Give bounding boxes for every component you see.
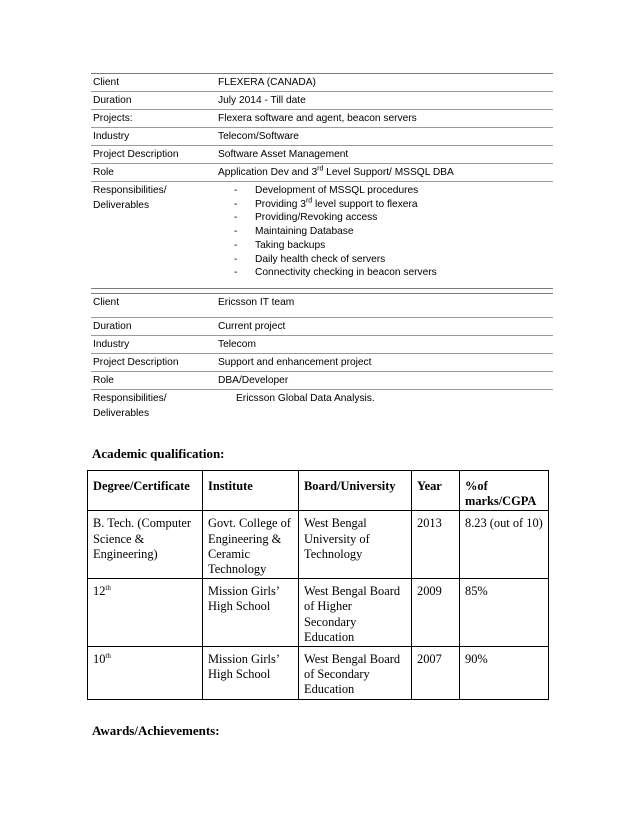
row-value: July 2014 - Till date [218,95,306,106]
role-text-pre: Application Dev and 3 [218,167,318,178]
table-row [88,647,549,700]
row-value: Flexera software and agent, beacon servers [218,113,417,124]
row-label: Project Description [93,357,179,368]
responsibilities-label: Responsibilities/ [93,185,167,196]
row-value: FLEXERA (CANADA) [218,77,316,88]
list-item [218,253,553,267]
cell-board: West Bengal University of Technology [299,511,412,579]
cell-board: West Bengal Board of Secondary Education [299,647,412,700]
row-label [91,182,218,282]
cell-institute: Govt. College of Engineering & Ceramic Technology [203,511,299,579]
role-text-post: Level Support/ MSSQL DBA [323,167,454,178]
row-label: Duration [93,95,132,106]
cell-degree [88,511,203,579]
awards-heading: Awards/Achievements: [92,723,220,738]
row-value: Support and enhancement project [218,357,372,368]
table-header-row [88,471,549,511]
list-item [218,184,553,198]
column-header: Board/University [299,471,412,511]
row-label: Industry [93,339,130,350]
bullet-dash: - [234,198,238,210]
column-header: Degree/Certificate [88,471,203,511]
project-row-industry [91,128,553,146]
bullet-dash: - [234,185,238,196]
project-row-responsibilities [91,390,553,423]
cell-year: 2009 [412,579,460,647]
list-item [218,198,553,212]
project-ericsson-table [91,293,553,423]
list-item [218,239,553,253]
deliverable-text: Providing 3 [255,198,306,210]
list-item [218,266,553,280]
row-label [91,390,218,423]
deliverable-text: Development of MSSQL procedures [255,185,419,196]
project-row-role [91,164,553,182]
degree-text: 12 [93,584,106,599]
project-row-duration [91,318,553,336]
role-text-sup: rd [317,165,324,173]
academic-heading: Academic qualification: [92,446,225,461]
project-row-client [91,73,553,92]
deliverable-text: Providing/Revoking access [255,212,378,224]
deliverable-text: Maintaining Database [255,226,354,238]
row-value: Software Asset Management [218,149,349,160]
cell-board: West Bengal Board of Higher Secondary Education [299,579,412,647]
project-row-description [91,354,553,372]
cell-year: 2013 [412,511,460,579]
degree-sup: th [105,651,111,660]
cell-degree [88,579,203,647]
cell-year: 2007 [412,647,460,700]
project-row-client [91,293,553,318]
degree-text: B. Tech. (Computer Science & Engineering) [93,516,192,561]
table-row [88,511,549,579]
row-value: Ericsson Global Data Analysis. [236,393,375,404]
row-label: Client [93,77,120,88]
responsibilities-label: Responsibilities/ [93,393,167,404]
project-row-responsibilities [91,182,553,289]
project-flexera-table [91,73,553,289]
degree-text: 10 [93,652,106,667]
deliverable-text-post: level support to flexera [312,198,418,210]
degree-sup: th [105,584,111,593]
bullet-dash: - [234,253,238,265]
cell-institute: Mission Girls’ High School [203,579,299,647]
cell-marks: 85% [460,579,549,647]
row-value [218,164,553,181]
column-header: Institute [203,471,299,511]
deliverables-list [218,184,553,280]
deliverable-text: Connectivity checking in beacon servers [255,267,437,279]
row-label: Projects: [93,113,133,124]
project-row-description [91,146,553,164]
bullet-dash: - [234,239,238,251]
deliverable-sup: rd [305,197,313,205]
cell-institute: Mission Girls’ High School [203,647,299,700]
column-header: Year [412,471,460,511]
bullet-dash: - [234,212,238,224]
row-label: Duration [93,321,132,332]
project-row-role [91,372,553,390]
project-row-industry [91,336,553,354]
deliverables-label: Deliverables [93,408,150,419]
project-row-projects [91,110,553,128]
table-row [88,579,549,647]
bullet-dash: - [234,267,238,279]
list-item [218,225,553,239]
row-value: Current project [218,321,286,332]
cell-marks: 90% [460,647,549,700]
row-label: Industry [93,131,130,142]
row-label: Client [93,297,120,308]
row-label: Project Description [93,149,179,160]
column-header: %of marks/CGPA [460,471,549,511]
row-value [218,182,553,282]
list-item [218,211,553,225]
row-value: Telecom [218,339,256,350]
academic-table [87,470,549,700]
project-row-duration [91,92,553,110]
bullet-dash: - [234,226,238,238]
row-label: Role [93,167,114,178]
deliverable-text: Taking backups [255,239,326,251]
row-value: Telecom/Software [218,131,299,142]
row-value: DBA/Developer [218,375,289,386]
cell-degree [88,647,203,700]
row-label: Role [93,375,114,386]
deliverables-label: Deliverables [93,200,150,211]
row-value: Ericsson IT team [218,297,295,308]
cell-marks: 8.23 (out of 10) [460,511,549,579]
deliverable-text: Daily health check of servers [255,253,386,265]
